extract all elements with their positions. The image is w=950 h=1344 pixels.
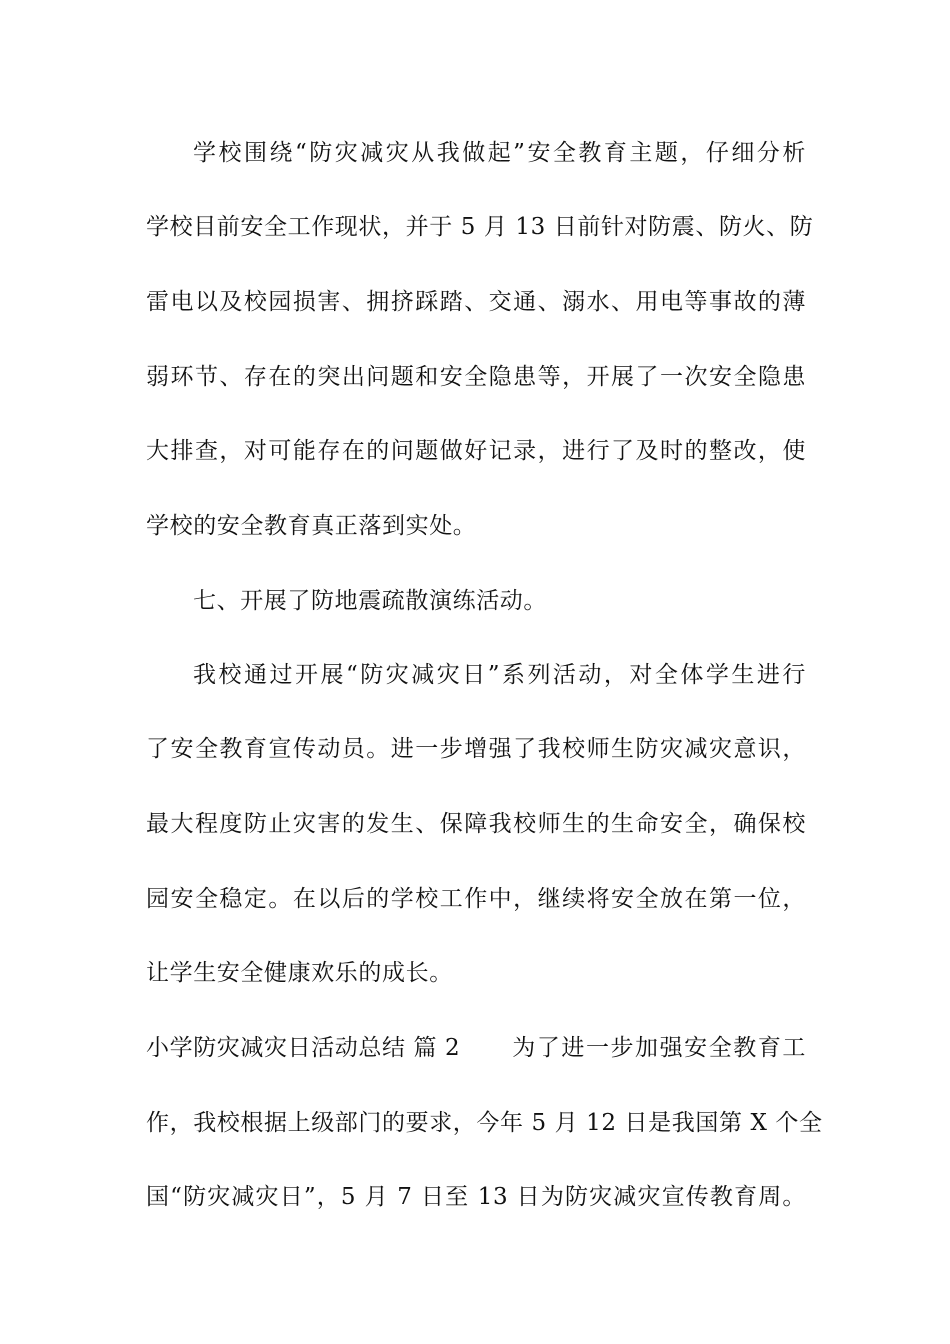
section-line-3: 国“防灾减灾日”，5 月 7 日至 13 日为防灾减灾宣传教育周。 bbox=[146, 1184, 806, 1210]
section-heading-row bbox=[146, 1033, 806, 1063]
paragraph-3-line-4: 园安全稳定。在以后的学校工作中，继续将安全放在第一位， bbox=[146, 886, 806, 912]
paragraph-1-line-1: 学校围绕“防灾减灾从我做起”安全教育主题，仔细分析 bbox=[193, 140, 806, 166]
paragraph-3-line-2: 了安全教育宣传动员。进一步增强了我校师生防灾减灾意识， bbox=[146, 736, 806, 762]
paragraph-1-line-2: 学校目前安全工作现状，并于 5 月 13 日前针对防震、防火、防 bbox=[146, 214, 814, 240]
paragraph-1-line-3: 雷电以及校园损害、拥挤踩踏、交通、溺水、用电等事故的薄 bbox=[146, 289, 806, 315]
paragraph-1-line-5: 大排查，对可能存在的问题做好记录，进行了及时的整改，使 bbox=[146, 438, 806, 464]
paragraph-2-line-1: 七、开展了防地震疏散演练活动。 bbox=[193, 588, 547, 614]
paragraph-1-line-4: 弱环节、存在的突出问题和安全隐患等，开展了一次安全隐患 bbox=[146, 364, 806, 390]
paragraph-1-line-6: 学校的安全教育真正落到实处。 bbox=[146, 513, 477, 539]
paragraph-3-line-3: 最大程度防止灾害的发生、保障我校师生的生命安全，确保校 bbox=[146, 811, 806, 837]
section-first-line-text: 为了进一步加强安全教育工 bbox=[512, 1035, 806, 1061]
section-title: 小学防灾减灾日活动总结 篇 2 bbox=[146, 1035, 461, 1061]
paragraph-3-line-5: 让学生安全健康欢乐的成长。 bbox=[146, 960, 453, 986]
paragraph-3-line-1: 我校通过开展“防灾减灾日”系列活动，对全体学生进行 bbox=[193, 662, 806, 688]
section-line-2: 作，我校根据上级部门的要求，今年 5 月 12 日是我国第 X 个全 bbox=[146, 1110, 823, 1136]
